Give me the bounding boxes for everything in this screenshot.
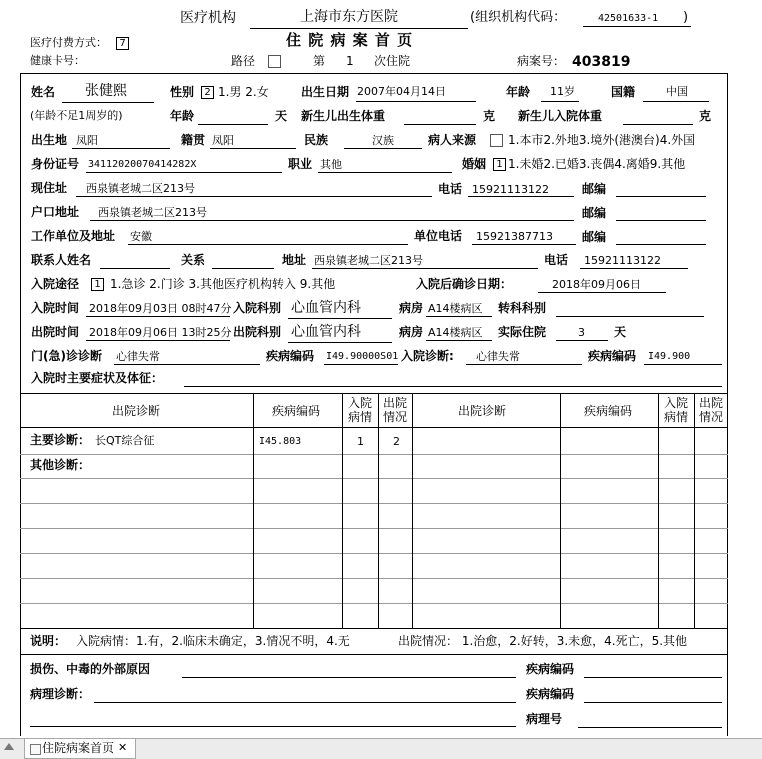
col-admit-cond-right-1: 入院 [664, 396, 689, 410]
main-admit-cond[interactable]: 1 [357, 435, 364, 448]
los-label: 实际住院 [498, 325, 547, 339]
infant-note: (年龄不足1周岁的) [30, 109, 123, 122]
age-label: 年龄 [506, 85, 531, 99]
infant-age-label: 年龄 [170, 109, 195, 123]
weight-unit-1: 克 [483, 109, 496, 123]
admit-dept-label: 入院科别 [233, 301, 282, 315]
work-phone[interactable]: 15921387713 [476, 230, 553, 243]
dob-label: 出生日期 [301, 85, 350, 99]
pathway-checkbox[interactable] [268, 55, 281, 68]
discharge-dept-label: 出院科别 [233, 325, 282, 339]
admission-count-suffix: 次住院 [374, 54, 411, 68]
record-no-label: 病案号： [517, 54, 566, 68]
contact-phone-label: 电话 [544, 253, 569, 267]
discharge-dept[interactable]: 心血管内科 [291, 324, 361, 340]
native[interactable]: 凤阳 [212, 134, 234, 147]
name-label: 姓名 [31, 85, 56, 99]
symptoms-label: 入院时主要症状及体征： [31, 371, 164, 385]
contact-label: 联系人姓名 [31, 253, 92, 267]
route-options: 1.急诊 2.门诊 3.其他医疗机构转入 9.其他 [110, 277, 336, 291]
los[interactable]: 3 [578, 326, 585, 339]
main-dx-label: 主要诊断： [30, 433, 91, 447]
work[interactable]: 安徽 [130, 230, 152, 243]
main-discharge-cond[interactable]: 2 [393, 435, 400, 448]
native-label: 籍贯 [181, 133, 206, 147]
gender-code-box[interactable]: 2 [201, 86, 214, 99]
tab-label: 住院病案首页 [42, 741, 115, 755]
page-title: 住 院 病 案 首 页 [286, 31, 414, 49]
col-dx-right: 出院诊断 [458, 404, 507, 418]
admit-ward[interactable]: A14楼病区 [428, 302, 483, 315]
col-admit-cond-left-1: 入院 [348, 396, 373, 410]
route-label: 入院途径 [31, 277, 80, 291]
col-code-right: 疾病编码 [584, 404, 633, 418]
contact-address-label: 地址 [282, 253, 307, 267]
gender-label: 性别 [170, 85, 195, 99]
payment-code-box[interactable]: 7 [116, 37, 129, 50]
admit-dept[interactable]: 心血管内科 [291, 300, 361, 316]
birthplace-label: 出生地 [31, 133, 68, 147]
pathology-code-label: 疾病编码 [526, 687, 575, 701]
injury-label: 损伤、中毒的外部原因 [30, 662, 151, 676]
org-code-close: ) [683, 10, 689, 25]
patient-name[interactable]: 张健熙 [85, 83, 127, 99]
route-code-box[interactable]: 1 [91, 278, 104, 291]
phone-label: 电话 [438, 182, 463, 196]
col-admit-cond-left-2: 病情 [348, 410, 373, 424]
admission-count[interactable]: 1 [346, 54, 354, 68]
col-admit-cond-right-2: 病情 [664, 410, 689, 424]
admit-code-label: 疾病编码 [588, 349, 637, 363]
discharge-ward[interactable]: A14楼病区 [428, 326, 483, 339]
ethnicity[interactable]: 汉族 [372, 134, 394, 147]
document-icon [30, 744, 41, 755]
main-code[interactable]: I45.803 [259, 436, 302, 447]
marital-label: 婚姻 [462, 157, 487, 171]
notes-label: 说明： [30, 634, 67, 648]
transfer-label: 转科科别 [498, 301, 547, 315]
id-number[interactable]: 34112020070414282X [88, 159, 197, 170]
occupation-label: 职业 [288, 157, 313, 171]
col-dx-left: 出院诊断 [112, 404, 161, 418]
source-checkbox[interactable] [490, 134, 503, 147]
payment-label: 医疗付费方式： [30, 36, 107, 49]
record-no[interactable]: 403819 [572, 54, 631, 70]
admit-dx-label: 入院诊断: [401, 349, 454, 363]
injury-code-label: 疾病编码 [526, 662, 575, 676]
work-label: 工作单位及地址 [31, 229, 116, 243]
org-label: 医疗机构 [180, 10, 236, 26]
close-icon[interactable]: ✕ [118, 741, 128, 754]
main-dx[interactable]: 长QT综合征 [95, 434, 155, 447]
tab-inpatient-record[interactable] [24, 739, 136, 759]
marital-options: 1.未婚2.已婚3.丧偶4.离婚9.其他 [508, 157, 686, 171]
relation-label: 关系 [181, 253, 206, 267]
nationality-label: 国籍 [611, 85, 636, 99]
contact-address[interactable]: 西泉镇老城二区213号 [314, 254, 423, 267]
document-tab-bar [0, 738, 762, 759]
address-label: 现住址 [31, 181, 68, 195]
admit-dx[interactable]: 心律失常 [476, 350, 520, 363]
admission-count-prefix: 第 [313, 54, 326, 68]
admit-time[interactable]: 2018年09月03日 08时47分 [89, 302, 232, 315]
hukou-label: 户口地址 [31, 205, 80, 219]
col-discharge-cond-left-1: 出院 [383, 396, 408, 410]
occupation[interactable]: 其他 [320, 158, 342, 171]
source-label: 病人来源 [428, 133, 477, 147]
notes-admit-cond: 入院病情：1.有，2.临床未确定，3.情况不明，4.无 [76, 634, 350, 648]
outpatient-dx[interactable]: 心律失常 [116, 350, 160, 363]
outpatient-code-label: 疾病编码 [266, 349, 315, 363]
discharge-ward-label: 病房 [399, 325, 424, 339]
outpatient-dx-label: 门(急)诊诊断 [31, 349, 102, 363]
nationality[interactable]: 中国 [666, 85, 688, 98]
pathway-label: 路径 [231, 54, 256, 68]
ethnicity-label: 民族 [304, 133, 329, 147]
col-discharge-cond-right-2: 情况 [699, 410, 724, 424]
source-options: 1.本市2.外地3.境外(港澳台)4.外国 [508, 133, 696, 147]
pathology-no-label: 病理号 [526, 712, 563, 726]
admit-code[interactable]: I49.900 [648, 351, 691, 362]
gender-options: 1.男 2.女 [218, 85, 269, 99]
postcode-label-1: 邮编 [582, 182, 607, 196]
pathology-label: 病理诊断： [30, 687, 91, 701]
dob[interactable]: 2007年04月14日 [357, 85, 446, 98]
notes-discharge-cond: 出院情况： 1.治愈，2.好转，3.未愈，4.死亡，5.其他 [398, 634, 688, 648]
org-code-label: (组织机构代码： [470, 10, 567, 25]
marital-code-box[interactable]: 1 [493, 158, 506, 171]
work-phone-label: 单位电话 [414, 229, 463, 243]
weight-unit-2: 克 [699, 109, 712, 123]
org-code[interactable]: 42501633-1 [598, 13, 659, 24]
address[interactable]: 西泉镇老城二区213号 [86, 182, 195, 195]
newborn-admit-weight-label: 新生儿入院体重 [518, 109, 603, 123]
postcode-label-2: 邮编 [582, 206, 607, 220]
confirm-date-label: 入院后确诊日期： [416, 277, 513, 291]
age[interactable]: 11岁 [550, 85, 575, 98]
org-name[interactable]: 上海市东方医院 [300, 9, 398, 25]
phone[interactable]: 15921113122 [472, 183, 549, 196]
admit-ward-label: 病房 [399, 301, 424, 315]
col-discharge-cond-left-2: 情况 [383, 410, 408, 424]
birthplace[interactable]: 凤阳 [76, 134, 98, 147]
los-unit: 天 [614, 325, 627, 339]
discharge-time[interactable]: 2018年09月06日 13时25分 [89, 326, 232, 339]
scroll-up-icon[interactable] [4, 743, 14, 750]
col-discharge-cond-right-1: 出院 [699, 396, 724, 410]
id-label: 身份证号 [31, 157, 80, 171]
hukou[interactable]: 西泉镇老城二区213号 [98, 206, 207, 219]
health-card-label: 健康卡号： [30, 54, 85, 67]
col-code-left: 疾病编码 [272, 404, 321, 418]
admit-time-label: 入院时间 [31, 301, 80, 315]
postcode-label-3: 邮编 [582, 230, 607, 244]
other-dx-label: 其他诊断： [30, 458, 91, 472]
outpatient-code[interactable]: I49.90000S01 [326, 351, 399, 362]
infant-age-unit: 天 [275, 109, 288, 123]
newborn-birth-weight-label: 新生儿出生体重 [301, 109, 386, 123]
contact-phone[interactable]: 15921113122 [584, 254, 661, 267]
discharge-time-label: 出院时间 [31, 325, 80, 339]
confirm-date[interactable]: 2018年09月06日 [552, 278, 641, 291]
